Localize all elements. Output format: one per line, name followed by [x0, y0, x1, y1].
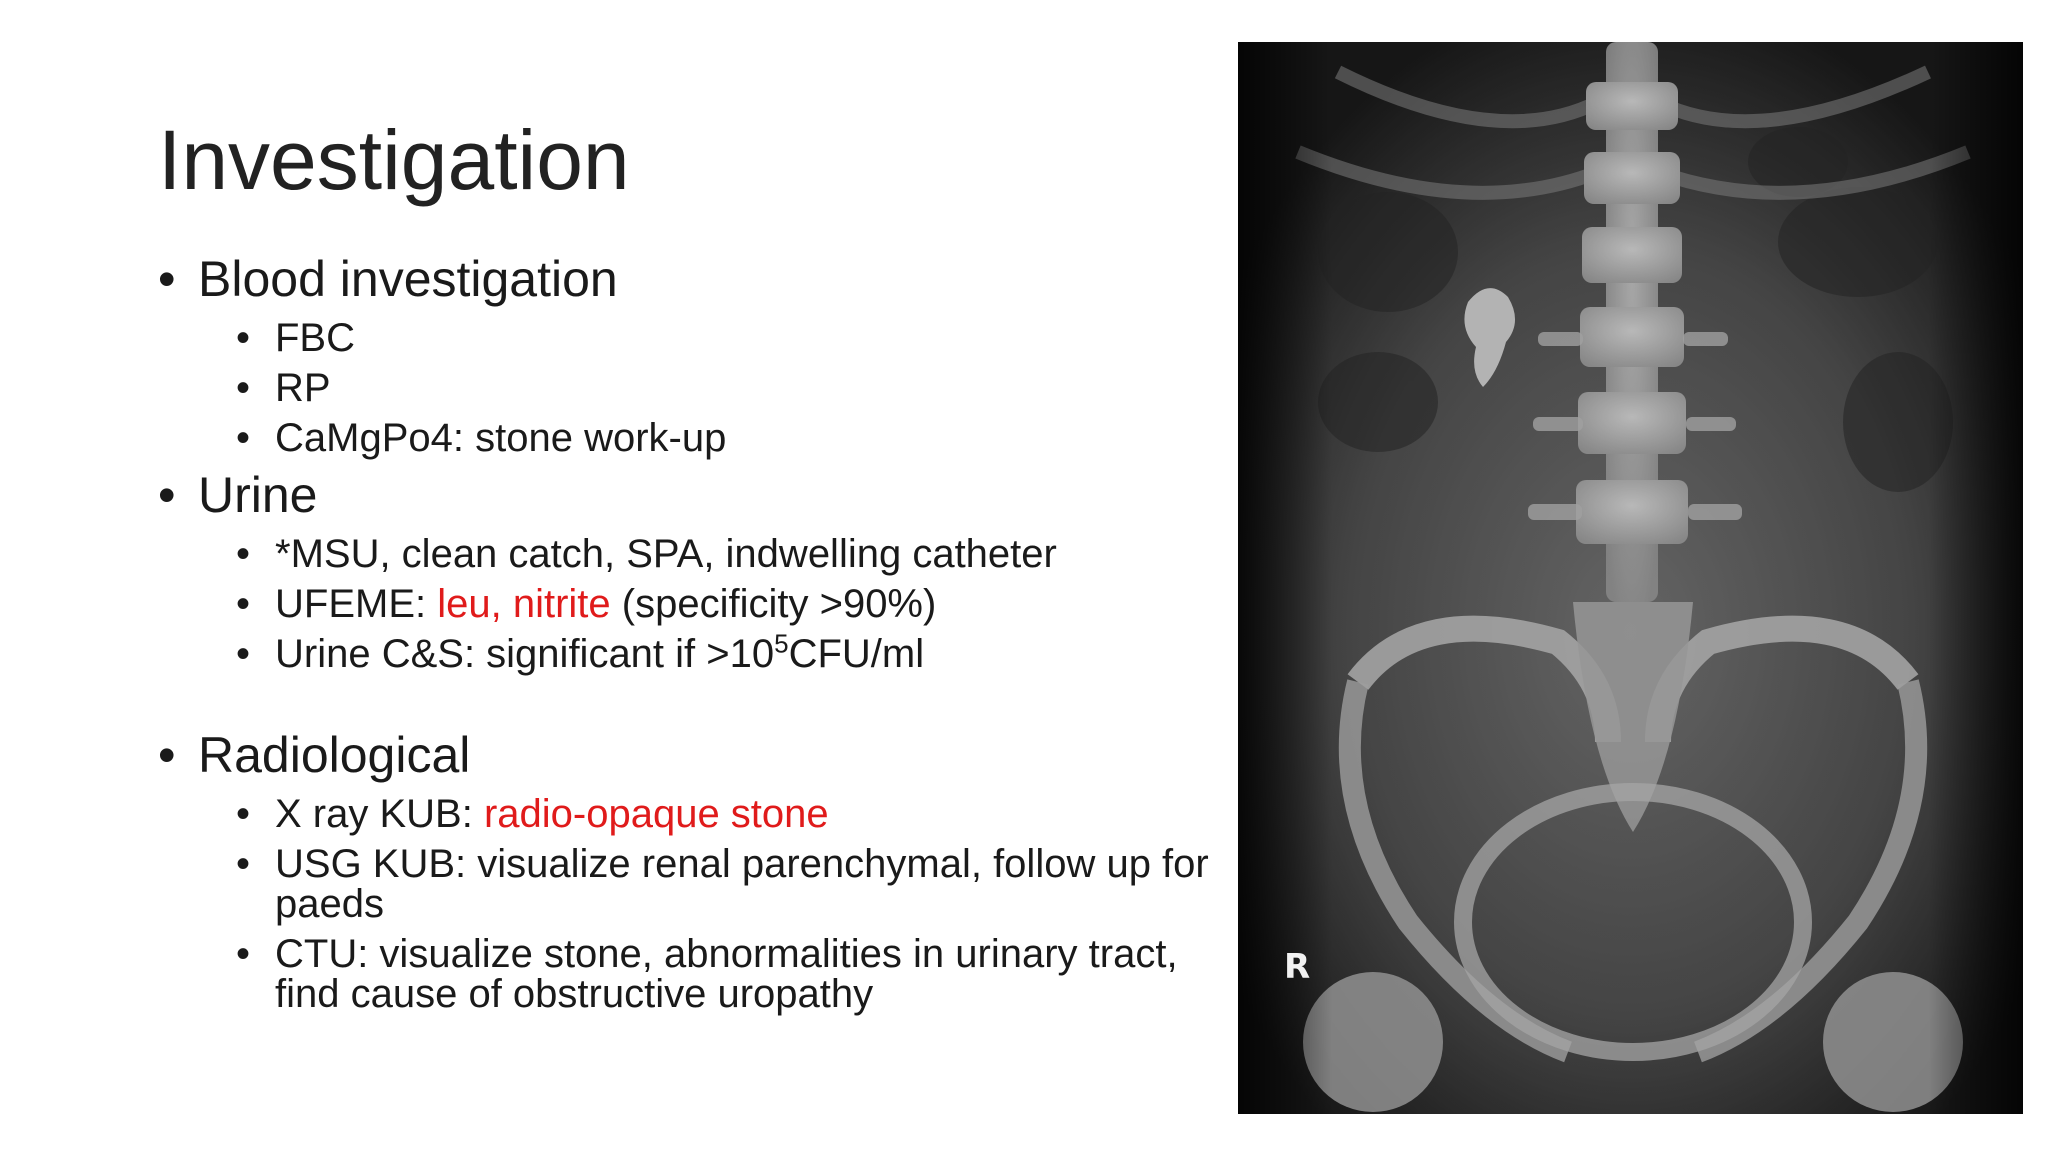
bullet-fbc: • FBC — [158, 318, 1218, 358]
bullet-msu: • *MSU, clean catch, SPA, indwelling catheter — [158, 534, 1218, 574]
bullet-xray-kub — [158, 794, 1218, 834]
ufeme-prefix: UFEME: — [275, 582, 438, 626]
urine-cs-exponent: 5 — [774, 628, 789, 659]
bullet-radiological: • Radiological — [158, 726, 1218, 784]
bullet-list — [158, 250, 1218, 1014]
xray-side-marker: R — [1284, 947, 1311, 987]
bullet-blood-investigation: • Blood investigation — [158, 250, 1218, 308]
ufeme-highlight: leu, nitrite — [437, 582, 611, 626]
bullet-ufeme — [158, 584, 1218, 624]
bullet-urine-cs — [158, 628, 1218, 676]
ufeme-suffix: (specificity >90%) — [610, 582, 937, 626]
urine-cs-prefix: Urine C&S: significant if >10 — [275, 632, 775, 676]
xray-kub-prefix: X ray KUB: — [275, 792, 484, 836]
bullet-usg-kub: • USG KUB: visualize renal parenchymal, follow up for paeds — [158, 844, 1218, 924]
urine-cs-suffix: CFU/ml — [788, 632, 925, 676]
xray-drawing — [1238, 42, 2023, 1114]
slide-title: Investigation — [158, 113, 630, 207]
xray-kub-highlight: radio-opaque stone — [483, 792, 829, 836]
bullet-urine: • Urine — [158, 466, 1218, 524]
xray-kub-image — [1238, 42, 2023, 1114]
bullet-camgpo4: • CaMgPo4: stone work-up — [158, 418, 1218, 458]
bullet-ctu: • CTU: visualize stone, abnormalities in urinary tract, find cause of obstructive uropathy — [158, 934, 1218, 1014]
bullet-rp: • RP — [158, 368, 1218, 408]
